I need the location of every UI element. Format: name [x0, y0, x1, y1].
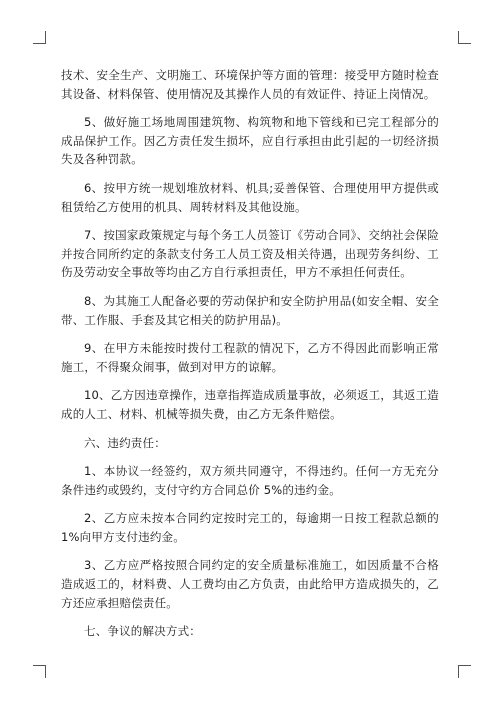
crop-mark-top-right [458, 31, 471, 44]
paragraph: 3、乙方应严格按照合同约定的安全质量标准施工，如因质量不合格造成返工的，材料费、人工费均由乙方负责，由此给甲方造成损失的，乙方还应承担赔偿责任。 [61, 558, 439, 610]
paragraph: 5、做好施工场地周围建筑物、构筑物和地下管线和已完工程部分的成品保护工作。因乙方责任发生损坏，应自行承担由此引起的一切经济损失及各种罚款。 [61, 115, 439, 167]
paragraph: 9、在甲方未能按时拨付工程款的情况下，乙方不得因此而影响正常施工，不得聚众闹事，做到对甲方的谅解。 [61, 341, 439, 374]
paragraph: 2、乙方应未按本合同约定按时完工的，每逾期一日按工程款总额的 1%向甲方支付违约金。 [61, 511, 439, 544]
document-body [61, 66, 439, 651]
paragraph: 1、本协议一经签约，双方须共同遵守，不得违约。任何一方无充分条件违约或毁约，支付守约方合同总价 5%的违约金。 [61, 464, 439, 497]
section-heading: 六、违约责任： [84, 435, 166, 450]
section-heading: 七、争议的解决方式： [84, 624, 201, 639]
paragraph: 7、按国家政策规定与每个务工人员签订《劳动合同》、交纳社会保险并按合同所约定的条款支付务工人员工资及相关待遇，出现劳务纠纷、工伤及劳动安全事故等均由乙方自行承担责任，甲方不承担任何责任。 [61, 228, 439, 280]
paragraph: 6、按甲方统一规划堆放材料、机具;妥善保管、合理使用甲方提供或租赁给乙方使用的机具、周转材料及其他设施。 [61, 180, 439, 214]
crop-mark-bottom-right [458, 665, 471, 678]
paragraph: 10、乙方因违章操作，违章指挥造成质量事故，必须返工，其返工造成的人工、材料、机械等损失费，由乙方无条件赔偿。 [61, 388, 439, 421]
paragraph: 技术、安全生产、文明施工、环境保护等方面的管理：接受甲方随时检查其设备、材料保管、使用情况及其操作人员的有效证件、持证上岗情况。 [61, 68, 439, 101]
paragraph: 8、为其施工人配备必要的劳动保护和安全防护用品(如安全帽、安全带、工作服、手套及其它相关的防护用品)。 [61, 293, 439, 327]
crop-mark-top-left [33, 31, 46, 44]
crop-mark-bottom-left [33, 665, 46, 678]
